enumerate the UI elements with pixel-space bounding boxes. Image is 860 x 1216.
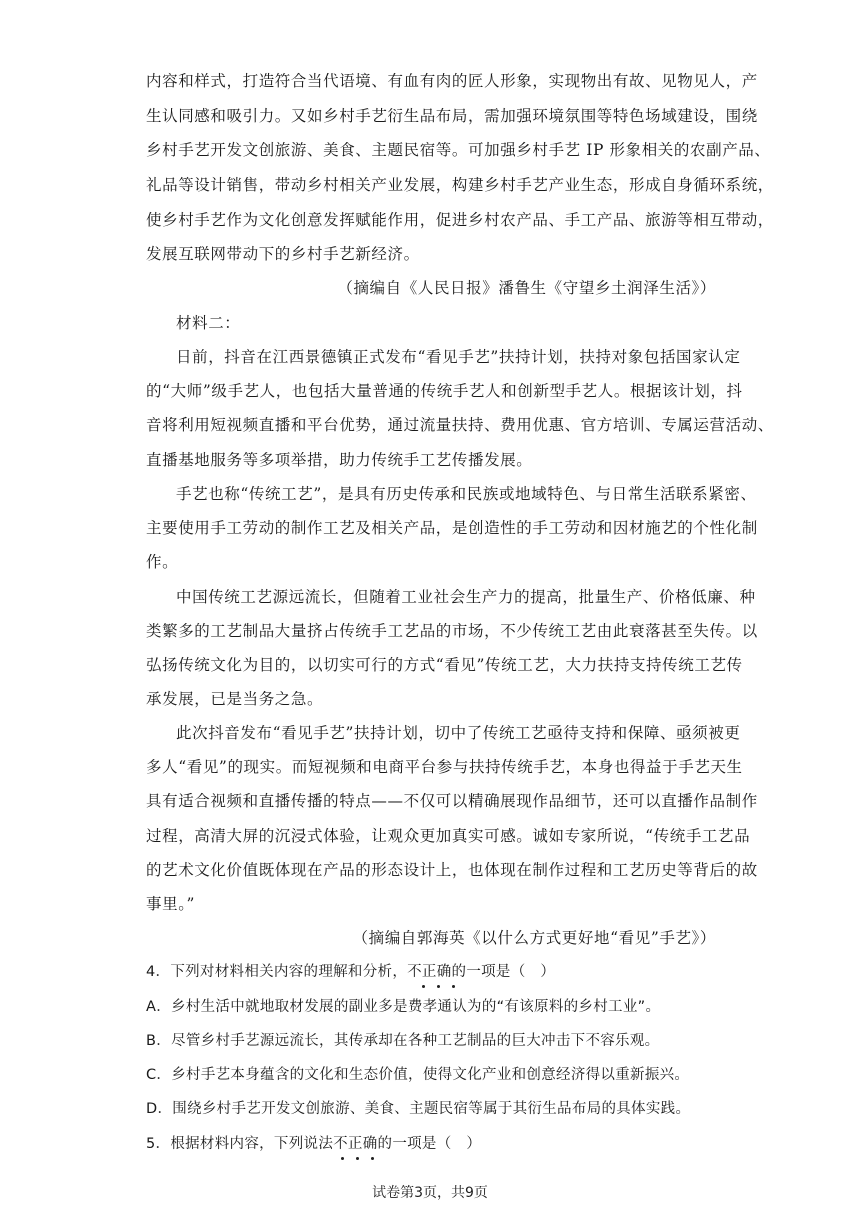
paragraph-line: 内容和样式，打造符合当代语境、有血有肉的匠人形象，实现物出有故、见物见人，产	[146, 72, 758, 90]
question-4-option-a[interactable]: A．乡村生活中就地取材发展的副业多是费孝通认为的“有该原料的乡村工业”。	[146, 999, 661, 1015]
source-citation: （摘编自《人民日报》潘鲁生《守望乡土润泽生活》）	[337, 279, 716, 297]
paragraph-line: 作。	[146, 553, 179, 571]
source-citation: （摘编自郭海英《以什么方式更好地“看见”手艺》）	[352, 929, 716, 947]
paragraph-line: 生认同感和吸引力。又如乡村手艺衍生品布局，需加强环境氛围等特色场域建设，围绕	[146, 107, 758, 125]
paragraph-line: 使乡村手艺作为文化创意发挥赋能作用，促进乡村农产品、手工产品、旅游等相互带动，	[146, 211, 774, 229]
paragraph-line: 手艺也称“传统工艺”，是具有历史传承和民族或地域特色、与日常生活联系紧密、	[176, 485, 757, 503]
question-4-option-b[interactable]: B．尽管乡村手艺源远流长，其传承却在各种工艺制品的巨大冲击下不容乐观。	[146, 1033, 660, 1049]
paragraph-line: 日前，抖音在江西景德镇正式发布“看见手艺”扶持计划，扶持对象包括国家认定	[176, 348, 741, 366]
paragraph-line: 中国传统工艺源远流长，但随着工业社会生产力的提高，批量生产、价格低廉、种	[176, 588, 756, 606]
emphasis-dots	[418, 985, 468, 991]
page-footer: 试卷第3页，共9页	[372, 1185, 488, 1201]
paragraph-line: 直播基地服务等多项举措，助力传统手工艺传播发展。	[146, 451, 533, 469]
question-4-stem: 4．下列对材料相关内容的理解和分析，不正确的一项是（ ）	[146, 964, 556, 980]
paragraph-line: 多人“看见”的现实。而短视频和电商平台参与扶持传统手艺，本身也得益于手艺天生	[146, 758, 743, 776]
paragraph-line: 类繁多的工艺制品大量挤占传统手工艺品的市场，不少传统工艺由此衰落甚至失传。以	[146, 622, 758, 640]
paragraph-line: 乡村手艺开发文创旅游、美食、主题民宿等。可加强乡村手艺 IP 形象相关的农副产品、	[146, 141, 771, 159]
paragraph-line: 过程，高清大屏的沉浸式体验，让观众更加真实可感。诚如专家所说，“传统手工艺品	[146, 827, 751, 845]
paragraph-line: 的“大师”级手艺人，也包括大量普通的传统手艺人和创新型手艺人。根据该计划，抖	[146, 382, 743, 400]
question-4-option-c[interactable]: C．乡村手艺本身蕴含的文化和生态价值，使得文化产业和创意经济得以重新振兴。	[146, 1067, 690, 1083]
paragraph-line: 礼品等设计销售，带动乡村相关产业发展，构建乡村手艺产业生态，形成自身循环系统，	[146, 176, 774, 194]
paragraph-line: 具有适合视频和直播传播的特点——不仅可以精确展现作品细节，还可以直播作品制作	[146, 792, 758, 810]
question-4-option-d[interactable]: D．围绕乡村手艺开发文创旅游、美食、主题民宿等属于其衍生品布局的具体实践。	[146, 1101, 691, 1117]
paragraph-line: 此次抖音发布“看见手艺”扶持计划，切中了传统工艺亟待支持和保障、亟须被更	[176, 724, 741, 742]
paragraph-line: 的艺术文化价值既体现在产品的形态设计上，也体现在制作过程和工艺历史等背后的故	[146, 861, 758, 879]
paragraph-line: 事里。”	[146, 895, 196, 913]
paragraph-line: 音将利用短视频直播和平台优势，通过流量扶持、费用优惠、官方培训、专属运营活动、	[146, 416, 774, 434]
question-5-stem: 5．根据材料内容，下列说法不正确的一项是（ ）	[146, 1136, 482, 1152]
emphasis-dots	[337, 1157, 387, 1163]
section-heading: 材料二：	[176, 314, 241, 332]
paragraph-line: 承发展，已是当务之急。	[146, 690, 324, 708]
paragraph-line: 发展互联网带动下的乡村手艺新经济。	[146, 245, 420, 263]
paragraph-line: 弘扬传统文化为目的，以切实可行的方式“看见”传统工艺，大力扶持支持传统工艺传	[146, 656, 743, 674]
paragraph-line: 主要使用手工劳动的制作工艺及相关产品，是创造性的手工劳动和因材施艺的个性化制	[146, 519, 758, 537]
